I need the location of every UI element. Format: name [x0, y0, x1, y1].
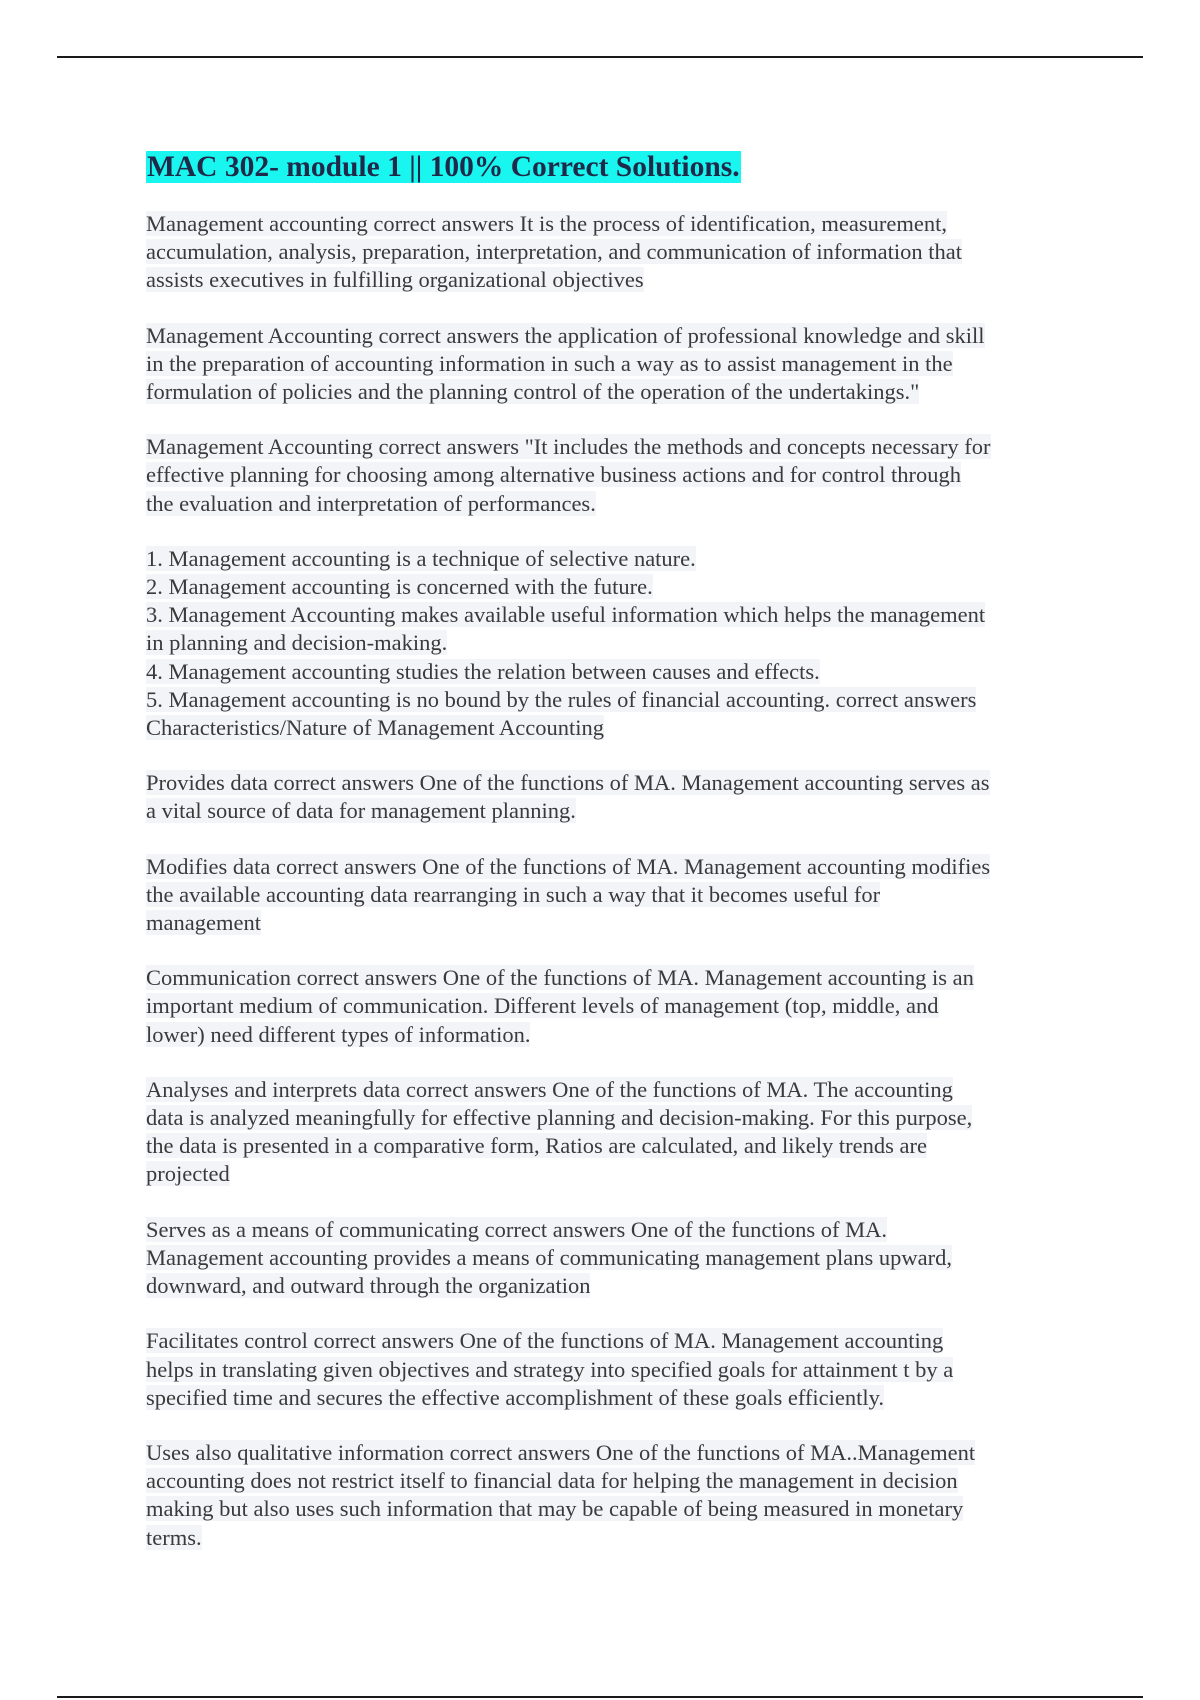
paragraph-text: Communication correct answers One of the functions of MA. Management accounting is an important medium of communication. Different levels of management (top, middle, and lower) need different types of information.	[146, 965, 974, 1047]
paragraph-provides-data	[146, 769, 1066, 825]
document-title	[146, 148, 1066, 186]
paragraph-facilitates-control	[146, 1327, 1066, 1412]
paragraph-text: Analyses and interprets data correct answers One of the functions of MA. The accounting data is analyzed meaningfully for effective planning and decision-making. For this purpose, the data is presented in a comparative form, Ratios are calculated, and likely trends are projected	[146, 1076, 973, 1187]
bottom-rule	[57, 1696, 1143, 1698]
paragraph-analyses-interprets	[146, 1076, 1066, 1189]
paragraph-text: Management Accounting correct answers the application of professional knowledge and skill in the preparation of accounting information in such a way as to assist management in the formulation of policies and the planning control of the operation of the undertakings."	[146, 322, 985, 405]
paragraph-qualitative-information	[146, 1439, 1066, 1552]
paragraph-text: Uses also qualitative information correct answers One of the functions of MA..Management accounting does not restrict itself to financial data for helping the management in decision making but also uses such information that may be capable of being measured in monetary terms.	[146, 1439, 976, 1550]
paragraph-management-accounting-application	[146, 322, 1066, 407]
paragraph-text: Management accounting correct answers It is the process of identification, measurement, accumulation, analysis, preparation, interpretation, and communication of information that assists executives in fulfilling organizational objectives	[146, 211, 962, 293]
paragraph-text: Management Accounting correct answers "It includes the methods and concepts necessary for effective planning for choosing among alternative business actions and for control through the evaluation and interpretation of performances.	[146, 434, 991, 516]
paragraph-communication	[146, 964, 1066, 1049]
paragraph-text: Modifies data correct answers One of the functions of MA. Management accounting modifies the available accounting data rearranging in such a way that it becomes useful for management	[146, 853, 991, 936]
paragraph-text: Facilitates control correct answers One of the functions of MA. Management accounting helps in translating given objectives and strategy into specified goals for attainment t by a specified time and secures the effective accomplishment of these goals efficiently.	[146, 1328, 954, 1410]
paragraph-text: 1. Management accounting is a technique of selective nature. 2. Management accounting is concerned with the future. 3. Management Accounting makes available useful information which helps the management in planning and decision-making. 4. Management accounting studies the relation between causes and effects. 5. Management accounting is no bound by the rules of financial accounting. correct answers Characteristics/Nature of Management Accounting	[146, 545, 986, 741]
paragraph-characteristics-list	[146, 545, 1066, 742]
paragraph-means-of-communicating	[146, 1216, 1066, 1301]
paragraph-management-accounting-definition	[146, 210, 1066, 295]
paragraph-modifies-data	[146, 853, 1066, 938]
paragraph-text: Provides data correct answers One of the functions of MA. Management accounting serves as a vital source of data for management planning.	[146, 770, 990, 824]
document-body	[146, 148, 1066, 1579]
paragraph-text: Serves as a means of communicating correct answers One of the functions of MA. Management accounting provides a means of communicating management plans upward, downward, and outward through the organization	[146, 1216, 953, 1299]
top-rule	[57, 56, 1143, 58]
paragraph-management-accounting-methods	[146, 433, 1066, 518]
document-title-text: MAC 302- module 1 || 100% Correct Solutions.	[147, 151, 740, 183]
